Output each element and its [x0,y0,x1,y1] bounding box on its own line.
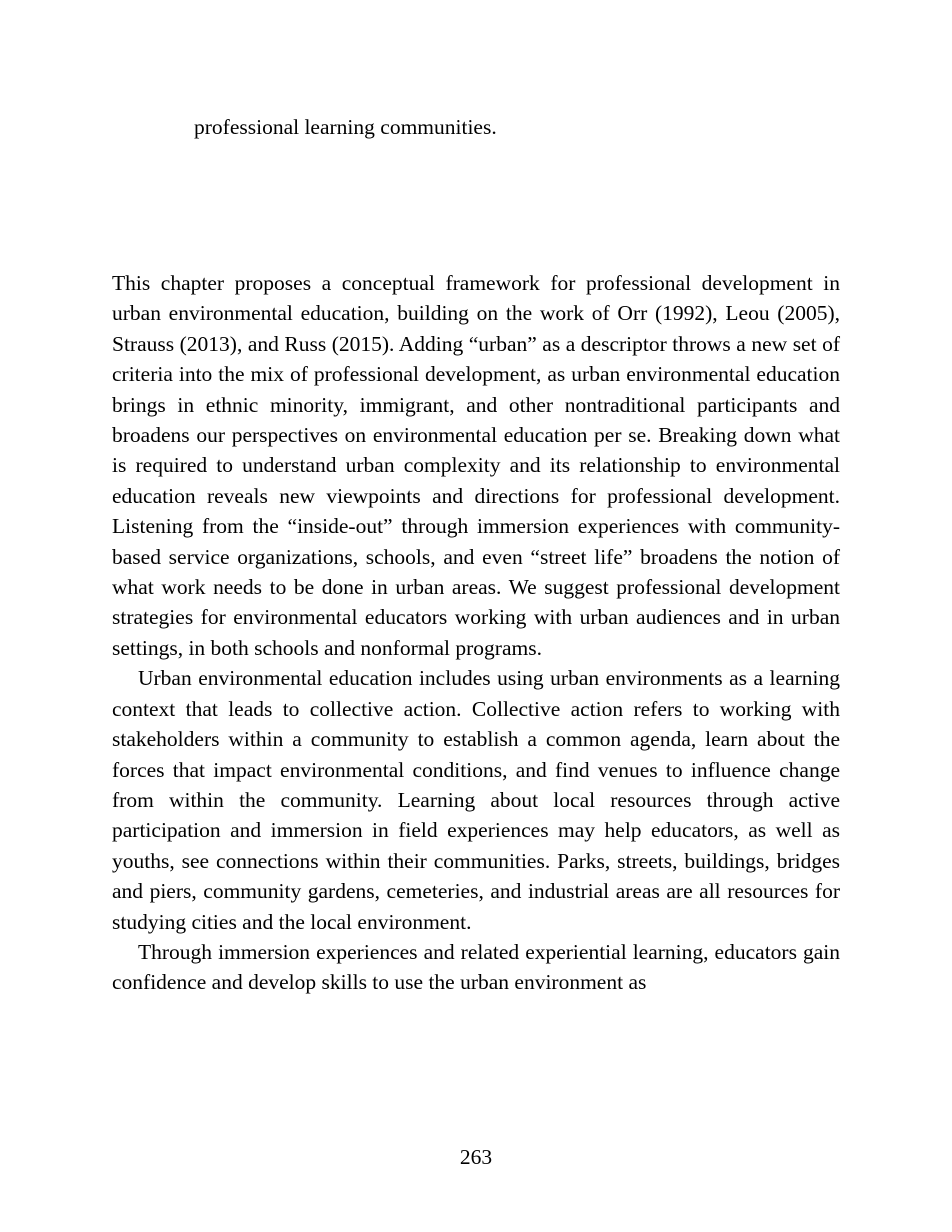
continued-sentence: professional learning communities. [194,115,497,139]
page-number: 263 [459,1145,493,1169]
paragraph-3: Through immersion experiences and related experiential learning, educators gain confidence and develop skills to use the urban environment as [112,939,840,995]
body-text [112,268,840,998]
page-content [112,0,840,998]
paragraph-2: Urban environmental education includes using urban environments as a learning context that leads to collective action. Collective action refers to working with stakeholders within a community to establish a common agenda, learn about the forces that impact environmental conditions, and find venues to influence change from within the community. Learning about local resources through active participation and immersion in field experiences may help educators, as well as youths, see connections within their communities. Parks, streets, buildings, bridges and piers, community gardens, cemeteries, and industrial areas are all resources for studying cities and the local environment. [112,666,840,934]
paragraph-1: This chapter proposes a conceptual framework for professional development in urban environmental education, building on the work of Orr (1992), Leou (2005), Strauss (2013), and Russ (2015). Adding “urban” as a descriptor throws a new set of criteria into the mix of professional development, as urban environmental education brings in ethnic minority, immigrant, and other nontraditional participants and broadens our perspectives on environmental education per se. Breaking down what is required to understand urban complexity and its relationship to environmental education reveals new viewpoints and directions for professional development. Listening from the “inside-out” through immersion experiences with community-based service organizations, schools, and even “street life” broadens the notion of what work needs to be done in urban areas. We suggest professional development strategies for environmental educators working with urban audiences and in urban settings, in both schools and nonformal programs. [112,271,840,660]
